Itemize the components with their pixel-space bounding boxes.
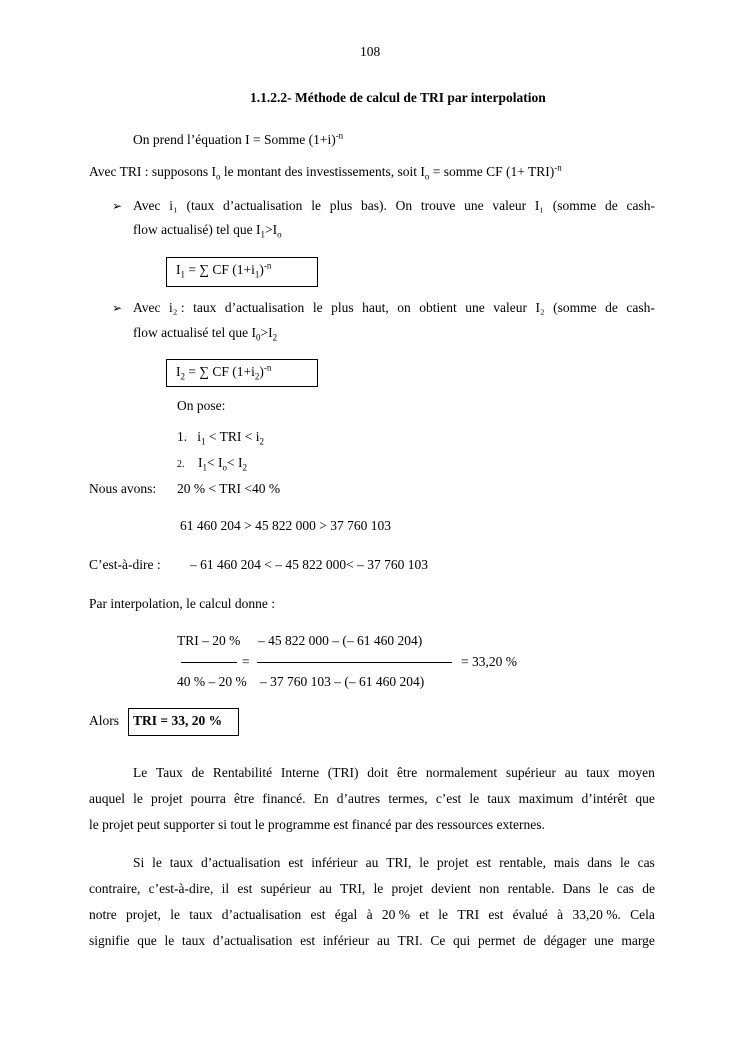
word: le [133,791,143,806]
word: supérieur [260,881,311,896]
word: I₂ [535,300,545,315]
word: Si [133,855,145,870]
word: de [642,881,655,896]
word: obtient [419,300,457,315]
word: rentable, [499,855,547,870]
word: dans [587,855,613,870]
word: le [373,881,384,896]
word: termes, [388,791,428,806]
word: et [419,907,430,922]
word: marge [621,933,655,948]
word: est [300,933,316,948]
inequality-positive: 61 460 204 > 45 822 000 > 37 760 103 [180,518,391,533]
formula-1: $I_1$ = ∑ CF $(1+i_1)^{-n}$ [176,260,272,280]
fraction-numerator-right: – 45 822 000 – (– 61 460 204) [258,633,423,648]
alors-label: Alors [89,713,119,728]
word: supérieur [505,765,557,780]
arrow-bullet-icon: ➢ [112,301,123,315]
word: Interne [280,765,320,780]
word: est [476,855,492,870]
word: Dans [562,881,591,896]
bullet1-line2: flow actualisé) tel que $I_1>I_o$ [133,222,282,240]
word: le [438,907,449,922]
word: TRI, [386,855,412,870]
page-number: 108 [360,44,381,59]
word: TRI. [397,933,423,948]
word: (TRI) [327,765,359,780]
paragraph1-line2 [89,791,655,807]
word: le [598,881,609,896]
word: évalué [512,907,548,922]
word: taux [169,855,194,870]
word: notre [89,907,117,922]
word: on [397,300,411,315]
word: Avec [133,198,161,213]
word: de [523,933,536,948]
paragraph1-line3: le projet peut supporter si tout le programme est financé par des ressources externes. [89,817,545,832]
word: c’est-à-dire, [148,881,214,896]
word: mais [553,855,580,870]
word: au [377,933,390,948]
fraction-equals: = [242,654,250,669]
word: être [396,765,418,780]
word: d’actualisation [221,907,302,922]
word: le [164,933,175,948]
word: une [464,198,484,213]
condition-item-1: 1. $i_1$ < TRI < $i_2$ [177,429,264,447]
tri-result: TRI = 33, 20 % [133,713,223,728]
word: taux [181,933,206,948]
word: financé. [262,791,306,806]
arrow-bullet-icon: ➢ [112,199,123,213]
word: 33,20 %. [572,907,621,922]
fraction-bar-left [181,662,237,663]
fraction-numerator-left: TRI – 20 % [177,633,241,648]
interpolation-intro: Par interpolation, le calcul donne : [89,596,275,611]
word: On [395,198,413,213]
word: cash- [626,198,655,213]
word: taux [586,765,610,780]
word: le [619,855,630,870]
word: d’actualisation [200,855,281,870]
word: projet, [126,907,161,922]
word: le [419,855,429,870]
word: i₂ : [168,300,185,315]
word: le [311,198,321,213]
paragraph1-line1 [133,765,655,781]
word: que [137,933,157,948]
word: Avec [133,300,161,315]
word: le [469,791,480,806]
word: au [564,765,578,780]
word: au [319,881,332,896]
nous-avons-label: Nous avons: [89,481,157,496]
fraction-result: = 33,20 % [461,654,517,669]
word: projet [391,881,423,896]
paragraph2-line2 [89,881,655,897]
word: est [488,907,504,922]
word: taux [487,791,511,806]
word: inférieur [311,855,358,870]
word: il [221,881,230,896]
word: le [312,300,323,315]
word: le [170,907,180,922]
word: que [635,791,655,806]
nous-avons-value: 20 % < TRI <40 % [177,481,281,496]
word: signifie [89,933,130,948]
word: 20 % [381,907,410,922]
word: une [594,933,614,948]
word: Rentabilité [212,765,273,780]
word: d’intérêt [581,791,628,806]
word: (taux [186,198,215,213]
word: I₁ [534,198,545,213]
word: devient [431,881,471,896]
word: En [313,791,329,806]
word: maximum [518,791,574,806]
word: taux [193,300,217,315]
paragraph2-line4 [89,933,655,949]
word: de [605,198,618,213]
word: TRI [457,907,480,922]
word: une [465,300,485,315]
paragraph2-line1 [133,855,655,871]
word: cash- [626,300,655,315]
word: à [366,907,373,922]
word: qui [453,933,471,948]
word: projet [436,855,469,870]
cest-a-dire-label: C’est-à-dire : [89,557,161,572]
word: le [152,855,162,870]
word: TRI, [340,881,366,896]
word: être [233,791,255,806]
word: Le [133,765,148,780]
word: bas). [360,198,387,213]
word: contraire, [89,881,141,896]
equation-intro: On prend l’équation I = Somme $(1+i)^{-n}$ [133,130,344,147]
word: est [310,907,326,922]
inequality-negative: – 61 460 204 < – 45 822 000< – 37 760 103 [190,557,428,572]
word: à [557,907,564,922]
word: d’actualisation [212,933,293,948]
word: Cela [630,907,655,922]
word: plus [329,198,353,213]
fraction-denominator-right: – 37 760 103 – (– 61 460 204) [260,674,425,689]
word: (somme [553,300,597,315]
word: de [191,765,205,780]
word: égal [334,907,358,922]
word: est [288,855,304,870]
section-title: 1.1.2.2- Méthode de calcul de TRI par interpolation [250,90,546,105]
word: inférieur [322,933,370,948]
word: Taux [155,765,183,780]
word: Ce [430,933,446,948]
bullet1-line1 [133,198,655,214]
condition-item-2: 2. $I_1< I_o< I_2$ [177,455,247,473]
word: d’autres [336,791,381,806]
word: valeur [492,198,527,213]
word: d’actualisation [224,300,305,315]
bullet2-line2: flow actualisé tel que $I_0>I_2$ [133,325,278,343]
word: cas [637,855,655,870]
word: d’actualisation [222,198,303,213]
paragraph2-line3 [89,907,655,923]
word: c’est [435,791,462,806]
word: pourra [190,791,226,806]
word: auquel [89,791,125,806]
on-pose-label: On pose: [177,398,226,413]
word: non [479,881,500,896]
word: doit [367,765,389,780]
word: au [365,855,379,870]
word: dégager [543,933,587,948]
word: taux [189,907,213,922]
word: i₁ [169,198,178,213]
fraction-bar-right [257,662,452,663]
tri-definition: Avec TRI : supposons $I_o$ le montant des investissements, soit $I_o$ = somme CF (1+ TRI)$^{-n}$ [89,162,562,182]
word: projet [151,791,183,806]
word: rentable. [507,881,555,896]
formula-2: $I_2$ = ∑ CF $(1+i_2)^{-n}$ [176,362,272,382]
word: est [237,881,253,896]
word: haut, [362,300,389,315]
fraction-denominator-left: 40 % – 20 % [177,674,247,689]
word: (somme [552,198,597,213]
word: valeur [493,300,527,315]
word: trouve [420,198,456,213]
word: permet [478,933,516,948]
word: plus [331,300,354,315]
word: moyen [618,765,655,780]
bullet2-line1 [133,300,655,316]
word: normalement [425,765,498,780]
word: cas [616,881,634,896]
word: de [605,300,618,315]
